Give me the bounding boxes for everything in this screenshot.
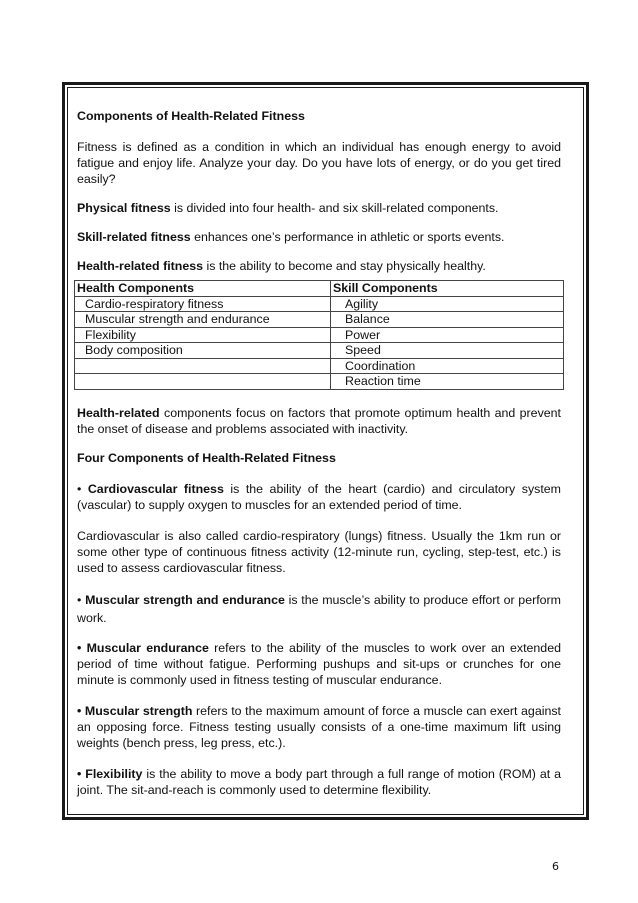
health-cell bbox=[75, 374, 331, 390]
header-skill: Skill Components bbox=[331, 281, 564, 297]
health-cell bbox=[75, 358, 331, 374]
muscular-paragraph: • Muscular strength and endurance is the muscle’s ability to produce effort or perform work. bbox=[77, 592, 561, 625]
health-related-paragraph: Health-related fitness is the ability to become and stay physically healthy. bbox=[77, 259, 486, 273]
cardio-paragraph: • Cardiovascular fitness is the ability of the heart (cardio) and circulatory system (vascular) to supply oxygen to muscles for an extended period of time. bbox=[77, 481, 561, 512]
table-header-row bbox=[75, 281, 564, 297]
skill-cell: Power bbox=[331, 327, 564, 343]
strength-paragraph: • Muscular strength refers to the maximum amount of force a muscle can exert against an opposing force. Fitness testing usually consists of a one-time maximum lift using weights (bench press, leg press, etc.). bbox=[77, 703, 561, 750]
health-cell: Flexibility bbox=[75, 327, 331, 343]
components-table bbox=[74, 280, 564, 390]
skill-cell: Speed bbox=[331, 343, 564, 359]
section-heading: Components of Health-Related Fitness bbox=[77, 109, 305, 123]
health-components-paragraph: Health-related components focus on factors that promote optimum health and prevent the onset of disease and problems associated with inactivity. bbox=[77, 405, 561, 436]
skill-cell: Agility bbox=[331, 296, 564, 312]
table-row bbox=[75, 374, 564, 390]
table-row bbox=[75, 327, 564, 343]
table-row bbox=[75, 296, 564, 312]
health-cell: Body composition bbox=[75, 343, 331, 359]
table-row bbox=[75, 312, 564, 328]
four-components-heading: Four Components of Health-Related Fitness bbox=[77, 450, 336, 465]
table-row bbox=[75, 343, 564, 359]
header-health: Health Components bbox=[75, 281, 331, 297]
cardio-detail-paragraph: Cardiovascular is also called cardio-respiratory (lungs) fitness. Usually the 1km run or some other type of continuous fitness activity (12-minute run, cycling, step-test, etc.) is used to assess cardiovascular fitness. bbox=[77, 528, 561, 575]
health-cell: Cardio-respiratory fitness bbox=[75, 296, 331, 312]
physical-fitness-paragraph: Physical fitness is divided into four health- and six skill-related components. bbox=[77, 201, 499, 215]
skill-cell: Reaction time bbox=[331, 374, 564, 390]
flexibility-paragraph: • Flexibility is the ability to move a body part through a full range of motion (ROM) at a joint. The sit-and-reach is commonly used to determine flexibility. bbox=[77, 766, 561, 797]
table-row bbox=[75, 358, 564, 374]
endurance-paragraph: • Muscular endurance refers to the ability of the muscles to work over an extended period of time without fatigue. Performing pushups and sit-ups or crunches for one minute is commonly used in fitness testing of muscular endurance. bbox=[77, 640, 561, 687]
page-number: 6 bbox=[552, 860, 559, 873]
health-cell: Muscular strength and endurance bbox=[75, 312, 331, 328]
skill-cell: Coordination bbox=[331, 358, 564, 374]
document-body bbox=[77, 108, 561, 798]
intro-paragraph: Fitness is defined as a condition in which an individual has enough energy to avoid fatigue and enjoy life. Analyze your day. Do you have lots of energy, or do you get tired easily? bbox=[77, 140, 561, 186]
skill-related-paragraph: Skill-related fitness enhances one’s performance in athletic or sports events. bbox=[77, 230, 505, 244]
skill-cell: Balance bbox=[331, 312, 564, 328]
